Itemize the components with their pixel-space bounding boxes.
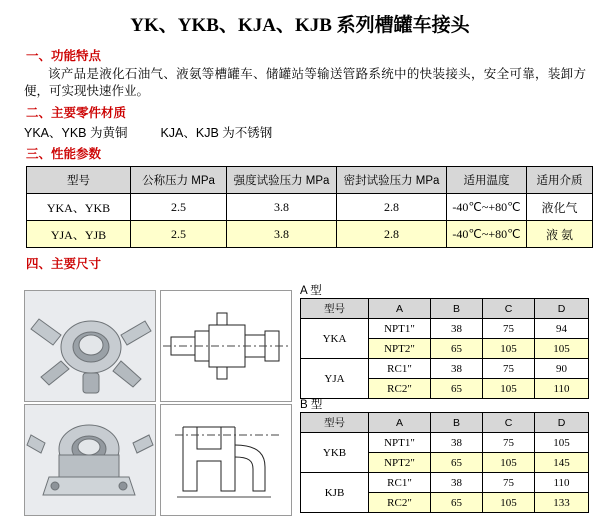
perf-cell-seal: 2.8	[337, 221, 447, 248]
dim-b-cell-d: 145	[535, 453, 589, 473]
section-heading-dimensions: 四、主要尺寸	[26, 257, 102, 271]
dim-a-cell-d: 90	[535, 359, 589, 379]
dim-a-cell-a: NPT1"	[369, 319, 431, 339]
dim-a-cell-b: 65	[431, 339, 483, 359]
perf-cell-medium: 液 氨	[527, 221, 593, 248]
perf-cell-strength: 3.8	[227, 221, 337, 248]
dimension-table-type-a	[300, 298, 589, 399]
table-row	[27, 194, 593, 221]
dim-a-col-a: A	[369, 299, 431, 319]
perf-cell-seal: 2.8	[337, 194, 447, 221]
dim-a-cell-d: 94	[535, 319, 589, 339]
perf-cell-medium: 液化气	[527, 194, 593, 221]
dim-b-col-b: B	[431, 413, 483, 433]
dim-b-cell-b: 65	[431, 453, 483, 473]
table-row	[301, 319, 589, 339]
table-header-row	[27, 167, 593, 194]
coupling-drawing-type-b	[160, 404, 292, 516]
dim-a-cell-a: RC2"	[369, 379, 431, 399]
material-stainless-text: KJA、KJB 为不锈钢	[160, 126, 273, 140]
dim-a-col-model: 型号	[301, 299, 369, 319]
dim-b-col-d: D	[535, 413, 589, 433]
dim-b-cell-c: 105	[483, 493, 535, 513]
dim-a-cell-c: 75	[483, 359, 535, 379]
type-b-label: B 型	[300, 399, 323, 411]
dim-b-cell-b: 38	[431, 473, 483, 493]
dim-a-cell-d: 105	[535, 339, 589, 359]
perf-cell-strength: 3.8	[227, 194, 337, 221]
dim-a-cell-d: 110	[535, 379, 589, 399]
dim-b-cell-a: NPT2"	[369, 453, 431, 473]
dim-b-cell-c: 105	[483, 453, 535, 473]
coupling-photo-type-b	[24, 404, 156, 516]
perf-col-medium: 适用介质	[527, 167, 593, 194]
dim-b-cell-d: 133	[535, 493, 589, 513]
perf-cell-model: YKA、YKB	[27, 194, 131, 221]
dim-a-cell-b: 38	[431, 319, 483, 339]
table-header-row	[301, 413, 589, 433]
dim-b-cell-a: RC1"	[369, 473, 431, 493]
material-line	[24, 123, 590, 141]
dim-b-cell-b: 38	[431, 433, 483, 453]
section-heading-material: 二、主要零件材质	[26, 106, 127, 120]
dim-a-cell-model: YKA	[301, 319, 369, 359]
performance-table	[26, 166, 593, 248]
perf-cell-temp: -40℃~+80℃	[447, 221, 527, 248]
table-row	[301, 359, 589, 379]
dim-a-col-c: C	[483, 299, 535, 319]
dim-b-cell-d: 105	[535, 433, 589, 453]
perf-col-model: 型号	[27, 167, 131, 194]
dim-a-col-d: D	[535, 299, 589, 319]
dim-a-cell-a: NPT2"	[369, 339, 431, 359]
perf-col-seal-test: 密封试验压力 MPa	[337, 167, 447, 194]
perf-cell-model: YJA、YJB	[27, 221, 131, 248]
dim-a-cell-b: 38	[431, 359, 483, 379]
table-row	[301, 473, 589, 493]
dim-a-cell-c: 105	[483, 339, 535, 359]
dim-a-cell-c: 105	[483, 379, 535, 399]
perf-cell-nominal: 2.5	[131, 194, 227, 221]
dimensions-section	[10, 280, 590, 520]
dim-b-col-model: 型号	[301, 413, 369, 433]
dim-a-col-b: B	[431, 299, 483, 319]
perf-cell-temp: -40℃~+80℃	[447, 194, 527, 221]
dim-a-cell-a: RC1"	[369, 359, 431, 379]
dim-b-cell-d: 110	[535, 473, 589, 493]
perf-col-nominal-pressure: 公称压力 MPa	[131, 167, 227, 194]
dim-b-cell-a: NPT1"	[369, 433, 431, 453]
type-a-label: A 型	[300, 285, 322, 297]
perf-cell-nominal: 2.5	[131, 221, 227, 248]
table-row	[301, 433, 589, 453]
dim-a-cell-model: YJA	[301, 359, 369, 399]
dim-b-cell-c: 75	[483, 433, 535, 453]
perf-col-strength-test: 强度试验压力 MPa	[227, 167, 337, 194]
material-brass-text: YKA、YKB 为黄铜	[24, 126, 128, 140]
table-row	[27, 221, 593, 248]
dim-b-cell-model: YKB	[301, 433, 369, 473]
dim-b-col-a: A	[369, 413, 431, 433]
page-title: YK、YKB、KJA、KJB 系列槽罐车接头	[130, 15, 470, 36]
section-heading-performance: 三、性能参数	[26, 147, 102, 161]
dim-a-cell-b: 65	[431, 379, 483, 399]
coupling-drawing-type-a	[160, 290, 292, 402]
table-header-row	[301, 299, 589, 319]
coupling-photo-type-a	[24, 290, 156, 402]
dimension-table-type-b	[300, 412, 589, 513]
dim-a-cell-c: 75	[483, 319, 535, 339]
section-heading-features: 一、功能特点	[26, 49, 102, 63]
dim-b-cell-c: 75	[483, 473, 535, 493]
dim-b-col-c: C	[483, 413, 535, 433]
dim-b-cell-b: 65	[431, 493, 483, 513]
dim-b-cell-model: KJB	[301, 473, 369, 513]
perf-col-temperature: 适用温度	[447, 167, 527, 194]
features-body-text: 该产品是液化石油气、液氨等槽罐车、储罐站等输送管路系统中的快装接头，安全可靠，装卸方便，可实现快速作业。	[24, 67, 586, 98]
dim-b-cell-a: RC2"	[369, 493, 431, 513]
